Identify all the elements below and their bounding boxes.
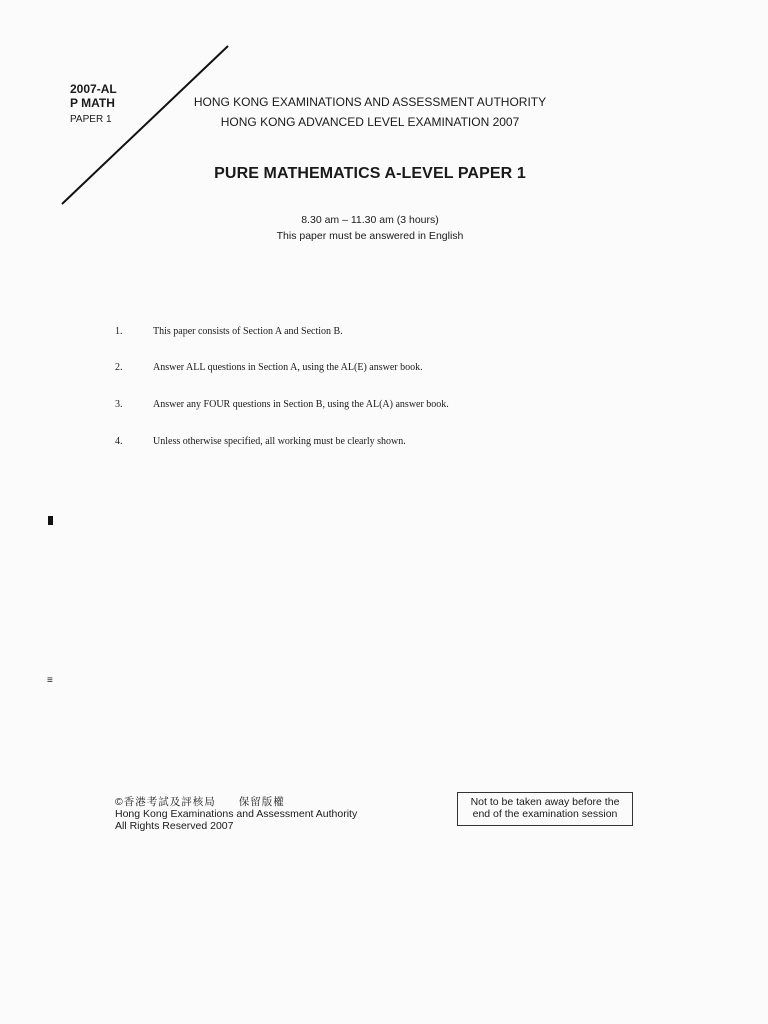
copyright-rights: All Rights Reserved 2007 (115, 820, 234, 832)
instruction-item (115, 362, 423, 373)
instruction-number: 3. (115, 399, 123, 410)
language-note: This paper must be answered in English (276, 230, 464, 242)
paper-subject: P MATH (70, 96, 115, 110)
notice-line-1: Not to be taken away before the (470, 796, 620, 808)
instruction-text: Answer any FOUR questions in Section B, using the AL(A) answer book. (153, 399, 449, 410)
instruction-text: Unless otherwise specified, all working must be clearly shown. (153, 436, 406, 447)
page-title: PURE MATHEMATICS A-LEVEL PAPER 1 (214, 165, 526, 182)
paper-code-block (70, 82, 117, 127)
instruction-item (115, 436, 406, 447)
instruction-number: 4. (115, 436, 123, 447)
paper-number: PAPER 1 (70, 114, 112, 125)
authority-heading: HONG KONG EXAMINATIONS AND ASSESSMENT AUTHORITY (193, 95, 547, 109)
copyright-cjk: ©香港考試及評核局 保留版權 (115, 796, 285, 808)
notice-box (457, 792, 633, 826)
exam-heading: HONG KONG ADVANCED LEVEL EXAMINATION 2007 (220, 115, 520, 129)
instruction-number: 1. (115, 326, 123, 337)
copyright-block (115, 796, 357, 832)
margin-mark-square (48, 516, 53, 525)
instruction-text: This paper consists of Section A and Section B. (153, 326, 343, 337)
paper-year: 2007-AL (70, 82, 117, 96)
exam-time: 8.30 am – 11.30 am (3 hours) (301, 214, 439, 226)
instruction-text: Answer ALL questions in Section A, using the AL(E) answer book. (153, 362, 423, 373)
instruction-number: 2. (115, 362, 123, 373)
instruction-item (115, 399, 449, 410)
copyright-authority: Hong Kong Examinations and Assessment Authority (115, 808, 358, 820)
instruction-item (115, 326, 343, 337)
notice-line-2: end of the examination session (472, 808, 618, 820)
margin-mark-lines: ≡ (47, 675, 53, 686)
